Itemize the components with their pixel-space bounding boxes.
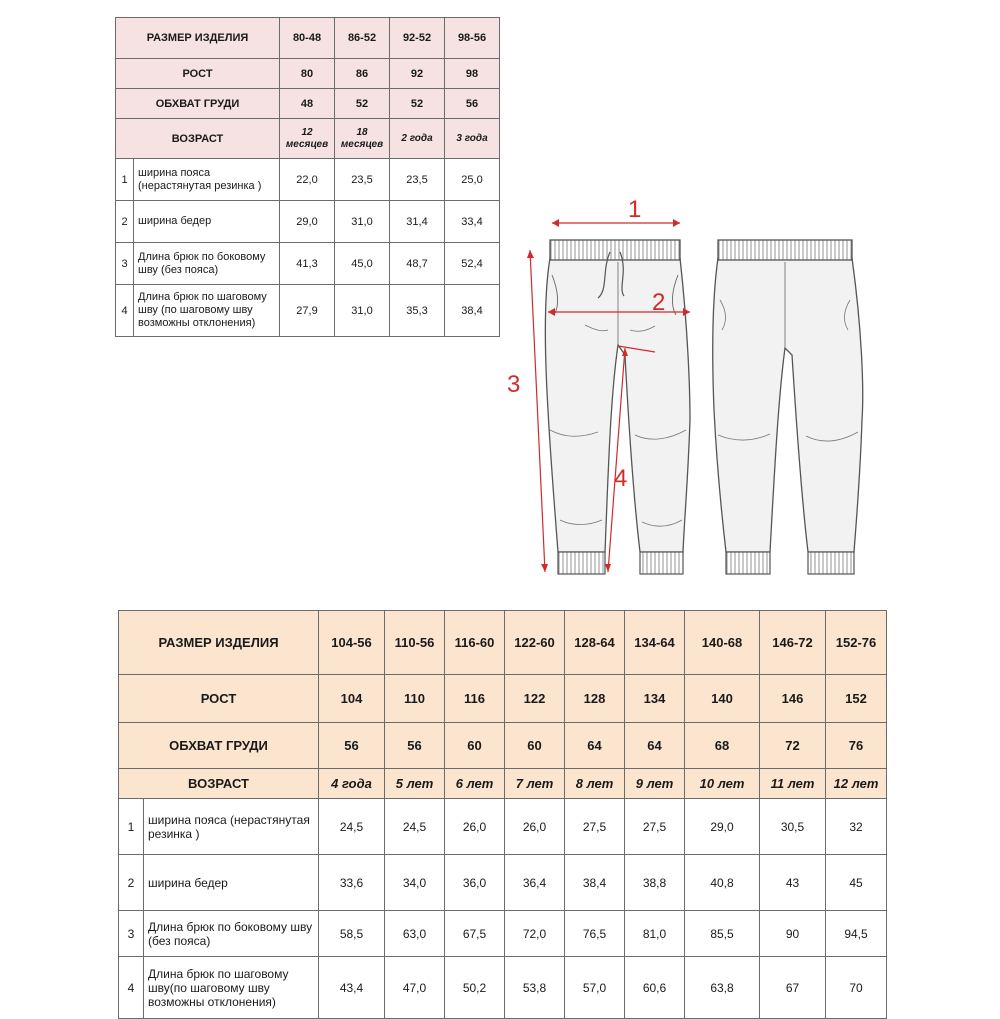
measure-value: 53,8 (505, 957, 565, 1019)
header-cell: 122-60 (505, 611, 565, 675)
measure-value: 41,3 (280, 243, 335, 285)
table-row (116, 119, 500, 159)
table-row (116, 285, 500, 337)
header-cell: 64 (625, 723, 685, 769)
measure-value: 26,0 (505, 799, 565, 855)
pants-back-cuff-left (726, 552, 770, 574)
header-cell: 48 (280, 89, 335, 119)
measure-label: ширина пояса (нерастянутая резинка ) (144, 799, 319, 855)
measure-value: 36,4 (505, 855, 565, 911)
measure-value: 43,4 (319, 957, 385, 1019)
header-cell: 98-56 (445, 18, 500, 59)
header-label: РОСТ (116, 59, 280, 89)
row-number: 4 (119, 957, 144, 1019)
table-row (116, 89, 500, 119)
header-label: РАЗМЕР ИЗДЕЛИЯ (116, 18, 280, 59)
measure-label: ширина бедер (134, 201, 280, 243)
header-cell: 134-64 (625, 611, 685, 675)
header-cell: 68 (685, 723, 760, 769)
age-cell: 3 года (445, 119, 500, 159)
pants-back-cuff-right (808, 552, 854, 574)
header-cell: 116 (445, 675, 505, 723)
header-label: РОСТ (119, 675, 319, 723)
header-cell: 146 (760, 675, 826, 723)
age-cell: 8 лет (565, 769, 625, 799)
measure-value: 31,0 (335, 201, 390, 243)
size-table-small (115, 17, 500, 337)
measure-value: 47,0 (385, 957, 445, 1019)
measure-value: 35,3 (390, 285, 445, 337)
pants-front-view (545, 240, 690, 574)
pants-diagram (490, 180, 890, 590)
header-cell: 110 (385, 675, 445, 723)
measure-value: 23,5 (390, 159, 445, 201)
header-cell: 152 (826, 675, 887, 723)
pants-front-cuff-right (640, 552, 683, 574)
age-cell: 4 года (319, 769, 385, 799)
measure-label-4: 4 (614, 465, 628, 492)
header-cell: 80 (280, 59, 335, 89)
header-cell: 128-64 (565, 611, 625, 675)
header-label: ВОЗРАСТ (116, 119, 280, 159)
measure-value: 90 (760, 911, 826, 957)
table-row (119, 769, 887, 799)
header-label: РАЗМЕР ИЗДЕЛИЯ (119, 611, 319, 675)
measure-value: 24,5 (385, 799, 445, 855)
measure-value: 25,0 (445, 159, 500, 201)
pants-front-cuff-left (558, 552, 605, 574)
measure-value: 45 (826, 855, 887, 911)
measure-value: 63,0 (385, 911, 445, 957)
table-row (119, 957, 887, 1019)
header-cell: 72 (760, 723, 826, 769)
row-number: 2 (116, 201, 134, 243)
age-cell: 12 месяцев (280, 119, 335, 159)
measure-value: 27,9 (280, 285, 335, 337)
size-table-large (118, 610, 887, 1019)
header-cell: 86 (335, 59, 390, 89)
row-number: 3 (119, 911, 144, 957)
measure-value: 43 (760, 855, 826, 911)
measure-value: 32 (826, 799, 887, 855)
table-row (119, 723, 887, 769)
header-label: ОБХВАТ ГРУДИ (119, 723, 319, 769)
header-cell: 64 (565, 723, 625, 769)
header-cell: 152-76 (826, 611, 887, 675)
measure-value: 48,7 (390, 243, 445, 285)
measure-value: 72,0 (505, 911, 565, 957)
header-cell: 140 (685, 675, 760, 723)
table-row (119, 675, 887, 723)
header-cell: 128 (565, 675, 625, 723)
header-cell: 56 (445, 89, 500, 119)
age-cell: 5 лет (385, 769, 445, 799)
measure-value: 76,5 (565, 911, 625, 957)
pants-back-view (713, 240, 863, 574)
row-number: 3 (116, 243, 134, 285)
measure-value: 38,4 (445, 285, 500, 337)
header-cell: 140-68 (685, 611, 760, 675)
header-cell: 116-60 (445, 611, 505, 675)
header-cell: 146-72 (760, 611, 826, 675)
measure-line-3 (530, 250, 545, 572)
measure-value: 30,5 (760, 799, 826, 855)
measure-value: 67 (760, 957, 826, 1019)
row-number: 1 (116, 159, 134, 201)
measure-value: 70 (826, 957, 887, 1019)
measure-label-2: 2 (652, 289, 666, 316)
header-cell: 98 (445, 59, 500, 89)
table-row (116, 201, 500, 243)
pants-front-waistband (550, 240, 680, 260)
age-cell: 6 лет (445, 769, 505, 799)
measure-value: 85,5 (685, 911, 760, 957)
header-cell: 110-56 (385, 611, 445, 675)
measure-value: 26,0 (445, 799, 505, 855)
measure-label: Длина брюк по боковому шву (без пояса) (134, 243, 280, 285)
measure-value: 38,8 (625, 855, 685, 911)
measure-value: 50,2 (445, 957, 505, 1019)
age-cell: 9 лет (625, 769, 685, 799)
table-row (116, 18, 500, 59)
header-cell: 52 (390, 89, 445, 119)
pants-back-body (713, 258, 863, 552)
measure-value: 36,0 (445, 855, 505, 911)
table-row (116, 243, 500, 285)
measure-value: 58,5 (319, 911, 385, 957)
header-cell: 92 (390, 59, 445, 89)
measure-label: Длина брюк по боковому шву (без пояса) (144, 911, 319, 957)
measure-value: 31,0 (335, 285, 390, 337)
header-cell: 52 (335, 89, 390, 119)
measure-value: 22,0 (280, 159, 335, 201)
table-row (119, 611, 887, 675)
measure-value: 81,0 (625, 911, 685, 957)
age-cell: 18 месяцев (335, 119, 390, 159)
header-label: ВОЗРАСТ (119, 769, 319, 799)
age-cell: 10 лет (685, 769, 760, 799)
measure-value: 27,5 (565, 799, 625, 855)
measure-value: 38,4 (565, 855, 625, 911)
measure-value: 45,0 (335, 243, 390, 285)
row-number: 2 (119, 855, 144, 911)
measure-label: Длина брюк по шаговому шву (по шаговому шву возможны отклонения) (134, 285, 280, 337)
measure-value: 67,5 (445, 911, 505, 957)
age-cell: 11 лет (760, 769, 826, 799)
measure-value: 40,8 (685, 855, 760, 911)
header-cell: 60 (445, 723, 505, 769)
measure-value: 29,0 (685, 799, 760, 855)
header-cell: 134 (625, 675, 685, 723)
measure-value: 34,0 (385, 855, 445, 911)
header-cell: 56 (319, 723, 385, 769)
table-row (116, 159, 500, 201)
measure-value: 60,6 (625, 957, 685, 1019)
measure-value: 29,0 (280, 201, 335, 243)
header-cell: 122 (505, 675, 565, 723)
header-cell: 92-52 (390, 18, 445, 59)
measure-label-3: 3 (507, 371, 521, 398)
measure-value: 31,4 (390, 201, 445, 243)
measure-value: 63,8 (685, 957, 760, 1019)
row-number: 4 (116, 285, 134, 337)
age-cell: 12 лет (826, 769, 887, 799)
table-row (116, 59, 500, 89)
table-row (119, 799, 887, 855)
age-cell: 7 лет (505, 769, 565, 799)
age-cell: 2 года (390, 119, 445, 159)
row-number: 1 (119, 799, 144, 855)
measure-label: ширина пояса (нерастянутая резинка ) (134, 159, 280, 201)
table-row (119, 855, 887, 911)
header-cell: 56 (385, 723, 445, 769)
measure-label: ширина бедер (144, 855, 319, 911)
header-cell: 104-56 (319, 611, 385, 675)
measure-label: Длина брюк по шаговому шву(по шаговому шву возможны отклонения) (144, 957, 319, 1019)
measure-value: 33,6 (319, 855, 385, 911)
measure-label-1: 1 (628, 196, 642, 223)
measure-value: 27,5 (625, 799, 685, 855)
measure-value: 57,0 (565, 957, 625, 1019)
pants-back-waistband (718, 240, 852, 260)
header-cell: 76 (826, 723, 887, 769)
header-cell: 60 (505, 723, 565, 769)
header-cell: 86-52 (335, 18, 390, 59)
measure-value: 94,5 (826, 911, 887, 957)
table-row (119, 911, 887, 957)
measure-value: 24,5 (319, 799, 385, 855)
measure-value: 23,5 (335, 159, 390, 201)
header-label: ОБХВАТ ГРУДИ (116, 89, 280, 119)
measure-value: 52,4 (445, 243, 500, 285)
header-cell: 80-48 (280, 18, 335, 59)
header-cell: 104 (319, 675, 385, 723)
measure-value: 33,4 (445, 201, 500, 243)
